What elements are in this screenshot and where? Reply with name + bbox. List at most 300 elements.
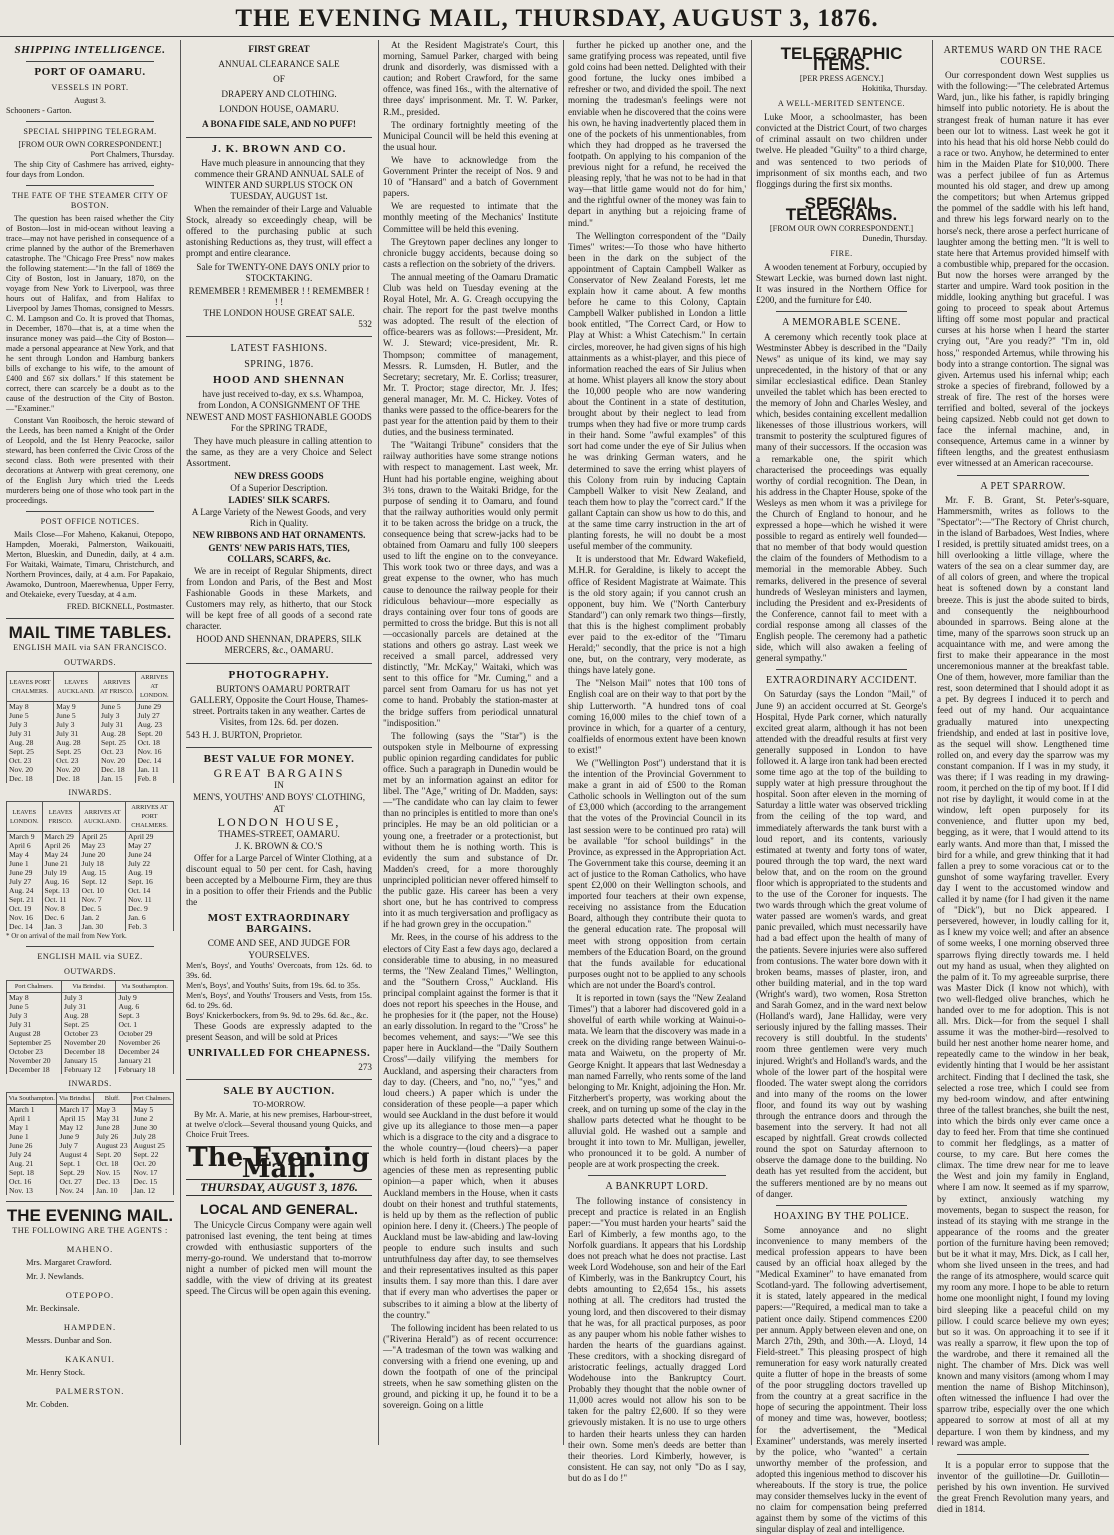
brown-close: THE LONDON HOUSE GREAT SALE. [203, 307, 355, 318]
table-cell: February 18 [116, 1065, 174, 1074]
agent-place: KAKANUI. [65, 1354, 115, 1365]
table-row [7, 747, 174, 756]
auction-sub: TO-MORROW. [252, 1100, 306, 1110]
table-cell: Oct. 1 [116, 1020, 174, 1029]
auction-body: By Mr. A. Marie, at his new premises, Harbour-street, at twelve o'clock—Several thousand young Quicks, and Choice Fruit Trees. [186, 1110, 372, 1140]
table-row [7, 738, 174, 747]
table-header-cell: Via Brindisi. [61, 981, 115, 993]
table-row [7, 1141, 174, 1150]
steamer-heading: THE FATE OF THE STEAMER CITY OF BOSTON. [11, 191, 169, 211]
hood-item: Of a Superior Description. [230, 483, 328, 494]
table-cell: December 24 [116, 1047, 174, 1056]
table-cell: May 5 [131, 1105, 174, 1115]
article-paragraph: The "Nelson Mail" notes that 100 tons of English coal are on their way to that port by the ship Lutterworth. "A hundred tons of coal coming 16,000 miles to the chief town of a province in which, for a quarter of a century, coalfields of enormous extent have been known to exist!" [568, 678, 746, 755]
bargains-line: THAMES-STREET, OAMARU. [218, 828, 340, 839]
table-row [7, 1011, 174, 1020]
table-cell: May 4 [7, 850, 43, 859]
table-cell: Jan. 3 [42, 922, 79, 931]
table-row [7, 841, 174, 850]
brown-body-3: Sale for TWENTY-ONE DAYS ONLY prior to STOCKTAKING. [196, 261, 370, 283]
column-6 [937, 40, 1109, 1515]
local-heading: LOCAL AND GENERAL. [200, 1201, 358, 1218]
shipping-heading: SHIPPING INTELLIGENCE. [14, 44, 166, 56]
table-cell: Aug. 28 [54, 738, 99, 747]
bargains-ad [186, 768, 372, 852]
table-row [7, 1186, 174, 1195]
table-header-cell: ARRIVES AT FRISCO. [99, 672, 136, 702]
artemus-heading: ARTEMUS WARD ON THE RACE COURSE. [943, 45, 1103, 68]
table-cell: Sept. 20 [135, 729, 173, 738]
table-cell: Nov. 20 [99, 756, 136, 765]
table-cell: Oct. 23 [54, 756, 99, 765]
agent-name: Mr. J. Newlands. [26, 1270, 84, 1281]
bargains-line: AT [273, 804, 285, 815]
bargains-line: GREAT BARGAINS [213, 766, 345, 781]
guillotine-body: It is a popular error to suppose that the inventor of the guillotine—Dr. Guillotin—perished by his own invention. He survived the great French Revolution many years, and died in 1814. [937, 1459, 1109, 1515]
column-4 [568, 40, 746, 1483]
table-cell: Nov. 8 [42, 904, 79, 913]
table-cell: July 7 [57, 1141, 94, 1150]
table-cell: May 8 [7, 702, 54, 712]
table-cell: September 25 [7, 1038, 62, 1047]
table-cell: November 20 [7, 1056, 62, 1065]
table-cell: Jan. 11 [135, 765, 173, 774]
table-row [7, 1177, 174, 1186]
table-cell: July 27 [7, 877, 43, 886]
accident-body: On Saturday (says the London "Mail," of June 9) an accident occurred at St. George's Hospital, Hyde Park corner, which naturally excited great alarm, although it has not been attended with the dreadful results at first very generally supposed in London to have followed it. A large iron tank had been erected some time ago at the top of the building to supply water at high pressure throughout the hospital. Soon after eleven in the morning of Saturday a little water was observed trickling from the ceiling of the top ward, and immediately afterwards the tank burst with a loud report, and its contents, variously estimated at twenty and forty tons of water, poured through the top ward, the next ward below that, and on the room on the ground floor which is appropriated to the students and to the use of the Coroner for inquests. The two wards through which the great volume of water passed are women's wards, and great panic prevailed, which must necessarily have had a bad effect upon the health of many of the patients. Severe injuries were also suffered from contusions. The water bore down with it broken beams, masses of plaster, iron, and other building material, and in the top ward (Wright's ward), two women, Rosa Stretton and Sarah Gomez, and in the ward next below (Holland's ward), Jane Halliday, were very seriously injured by the falling masses. Their recovery is still doubtful. In the students' room three gentlemen were very much injured. Wright's and Holland's wards, and the whole of the lower part of the hospital were flooded. The water swept along the corridors and into many of the rooms on the lower floor, and found its way out by washing through the entrance doors and through the basement into the servery. It had not all escaped by nightfall. Great crowds collected round the spot on Saturday afternoon to observe the damage done to the building. No death has yet resulted from the accident, but the sufferers mentioned are by no means out of danger. [756, 689, 928, 1199]
table-cell: April 25 [79, 832, 125, 842]
table-cell: July 26 [94, 1132, 131, 1141]
table-cell: August 23 [94, 1141, 131, 1150]
table-cell: July 24 [7, 1150, 57, 1159]
table-cell: Sept. 1 [57, 1159, 94, 1168]
table-cell: Dec. 18 [7, 774, 54, 783]
table-cell: July 3 [7, 1011, 62, 1020]
table-cell: March 1 [7, 1105, 57, 1115]
table-cell: June 5 [99, 702, 136, 712]
table-row [7, 756, 174, 765]
table-cell: July 3 [54, 720, 99, 729]
table-cell: November 26 [116, 1038, 174, 1047]
table-header-cell: Via Southampton. [116, 981, 174, 993]
table-cell: May 12 [57, 1123, 94, 1132]
table-header-cell: Port Chalmers. [7, 981, 62, 993]
table-cell: Aug. 21 [7, 1159, 57, 1168]
table-row [7, 1056, 174, 1065]
table-cell: June 5 [7, 1002, 62, 1011]
table-cell: Sept. 18 [7, 1168, 57, 1177]
table-cell: May 1 [7, 1123, 57, 1132]
table-cell: June 21 [42, 859, 79, 868]
table-cell: May 8 [7, 993, 62, 1003]
agent-place: OTEPOPO. [65, 1289, 115, 1300]
table-cell: Aug. 19 [125, 868, 173, 877]
table-cell: Aug. 28 [7, 738, 54, 747]
column-5 [756, 40, 928, 1535]
postoffice-body: Mails Close—For Maheno, Kakanui, Otepopo, Hampden, Moeraki, Palmerston, Waikouaiti, Merton, Blueskin, and Dunedin, daily, at 4 a.m. For Waitaki, Waimate, Timaru, Christchurch, and Northern Provinces, daily, at 4 a.m. For Papakaio, Awamoko, Duntroon, Maerewhenua, Upper Ferry, and Otekaieke, every Tuesday, at 4 a.m. [6, 530, 174, 600]
hood-item: NEW RIBBONS AND HAT ORNAMENTS. [192, 530, 366, 541]
table-cell: Aug. 6 [116, 1002, 174, 1011]
mail-heading: MAIL TIME TABLES. [8, 623, 172, 643]
bargains-line: IN [274, 780, 284, 791]
vessels-line: Schooners - Garton. [6, 106, 72, 116]
table-cell: July 31 [54, 729, 99, 738]
table-cell: July 3 [61, 993, 115, 1003]
table-cell: July 18 [79, 859, 125, 868]
artemus-body: Our correspondent down West supplies us with the following:—"The celebrated Artemus Ward, jun., like his father, is rapidly bringing himself into public notoriety. He is about the strangest freak of human nature it has ever been our lot to witness. Last week he got it into his head that his old horse Nebb could do a race or two. Anyhow, he determined to enter him in the Maiden Plate for $10,000. There was a perfect jubilee of fun as Artemus mounted his old stager, and drew up among the competitors; but when Artemus gripped the pommel of the saddle with his left hand, and threw his legs forward nearly on to the horse's neck, there arose a perfect hurricane of laughter among the betting men. "It is well to state here that Artemus provided himself with a combustible whip, prepared for the occasion. But now the horses were arranged by the starter and umpire. Ward took position in the middle, looking anything but graceful. I was going to proceed to speak about Artemus lifting off some most popular and practical curses at his horse when I heard the starter crying out, "Are you ready?" "I'm in, old hoss," responded Artemus, while throwing his body into a strange contortion. The signal was given. Artemus used his infernal whip; each stroke a species of firebrand, followed by a streak of fire. The rest of the horses were terrified and bolted, several of the jockeys being capsized. Nebb could not get down to face the infernal machine, and, in consequence, Artemus came in a winner by fifteen lengths, and the greatest enthusiasm ever witnessed at an American racecourse. [937, 70, 1109, 469]
sf-inwards-table [6, 801, 174, 931]
bargains-body: Offer for a Large Parcel of Winter Clothing, at a discount equal to 50 per cent. for Cash, having been accepted by a Melbourne Firm, they are thus in a position to offer their Friends and the Public the [186, 852, 372, 908]
steamer-body-2: Constant Van Rooibosch, the heroic steward of the Leeds, has been named a Knight of the Order of Leopold, and the Ist Henry Peacocke, sailor steward, has been conferred the Civic Cross of the second class. Both were presented with their decorations at Antwerp with great ceremony, one of the English Jury which tried the Leeds murderers being one of those who took part in the proceedings. [6, 416, 174, 506]
bargains-come: COME AND SEE, AND JUDGE FOR YOURSELVES. [207, 938, 351, 960]
table-cell: April 26 [42, 841, 79, 850]
telegram-body: The ship City of Cashmere has arrived, eighty-four days from London. [6, 160, 174, 180]
article-paragraph: The following incident has been related to us ("Riverina Herald") as of recent occurrence:—"A tradesman of the town was walking and conversing with a friend one evening, up and down the footpath of one of the principal streets, when he saw something glisten on the ground, and picking it up, he found it to be a sovereign. Going on a little [383, 1322, 558, 1411]
table-cell: Oct. 18 [94, 1159, 131, 1168]
sf-note: * Or on arrival of the mail from New York. [6, 932, 127, 941]
table-cell: Aug. 16 [42, 877, 79, 886]
table-cell: June 29 [7, 868, 43, 877]
port-heading: PORT OF OAMARU. [34, 66, 146, 79]
table-row [7, 993, 174, 1003]
table-cell: August 25 [131, 1141, 174, 1150]
postmaster: FRED. BICKNELL, Postmaster. [66, 602, 174, 612]
table-cell: Aug. 23 [135, 720, 173, 729]
table-cell: Sept. 12 [79, 877, 125, 886]
table-row [7, 1065, 174, 1074]
table-cell: Oct. 20 [131, 1159, 174, 1168]
suez-heading: ENGLISH MAIL via SUEZ. [37, 952, 143, 962]
table-cell: May 27 [125, 841, 173, 850]
hood-body-2: They have much pleasure in calling attention to the same, as they are a very Choice and Select Assortment. [186, 435, 372, 468]
table-row [7, 1020, 174, 1029]
article-paragraph: further he picked up another one, and the same gratifying process was repeated, until five gold coins had been netted. Delighted with their good fortune, the lucky ones imbibed a refresher or two, and divided the spoil. The next morning the tradesman's feelings were not enviable when he discovered that the coins were his own, he having inadvertently placed them in one of the pockets of his unmentionables, from which they had dropped as he traversed the footpath. On applying to his companion of the previous night for a refund, he received the pleasing reply, 'that he was not to be had in that way—that little game would not do for him,' and the rightful owner of the money was fain to depart in anything but a rejoicing frame of mind." [568, 40, 746, 228]
bargains-line: LONDON HOUSE, [217, 814, 341, 829]
hoaxing-heading: HOAXING BY THE POLICE. [773, 1210, 910, 1222]
table-cell: Oct. 23 [7, 756, 54, 765]
bargains-most: MOST EXTRAORDINARY BARGAINS. [207, 912, 351, 936]
vessels-date: August 3. [74, 96, 106, 106]
table-row [7, 895, 174, 904]
hood-heading: HOOD AND SHENNAN [212, 374, 346, 387]
table-header-cell: Via Brindisi. [57, 1093, 94, 1105]
evening-mail-heading: THE EVENING MAIL. [6, 1206, 174, 1226]
table-cell: Oct. 11 [42, 895, 79, 904]
telegram-place: Port Chalmers, Thursday. [90, 150, 174, 160]
table-cell: Oct. 18 [135, 738, 173, 747]
bargains-unrivalled: UNRIVALLED FOR CHEAPNESS. [187, 1046, 371, 1059]
table-header-cell: ARRIVES AT PORT CHALMERS. [125, 802, 173, 832]
fire-heading: FIRE. [830, 249, 853, 259]
agent-name: Mr. Henry Stock. [26, 1367, 86, 1378]
table-cell: Jan. 10 [94, 1186, 131, 1195]
local-body: The Unicycle Circus Company were again well patronised last evening, the tent being at times crowded with enthusiastic supporters of the merry-go-round. We understand that to-morrow night a number of picked men will mount the saddle, with the view of driving at its greatest speed. The Circus will be open again this evening. [186, 1219, 372, 1297]
clearance-line: ANNUAL CLEARANCE SALE [218, 59, 340, 70]
table-cell: July 31 [99, 720, 136, 729]
steamer-body: The question has been raised whether the City of Boston—lost in mid-ocean without leaving a trace—may not have perished in consequence of a crime planned by the author of the Bremerhaven catastrophe. The "Chicago Free Press" now makes the following statement:—"In the fall of 1869 the City of Boston, lost in January, 1870, on the voyage from New York to Liverpool, was three hours out of Halifax, and from Halifax to Liverpool by James Thomas, consigned to Messrs. C. M. Lampson and Co. It is proved that Thomas, in December, 1870—that is, at a time when the insurance money was paid—the City of Boston—made a personal appearance at New York, and that he sent through London and Hamburg bankers bills of exchange to his wife, to the amount of £400 and £67 six dollars." If this statement be correct, there can scarcely be a doubt as to the cause of the destruction of the City of Boston.—"Examiner." [6, 214, 174, 414]
fashions-heading: LATEST FASHIONS. [230, 343, 328, 355]
table-cell: Nov. 7 [79, 895, 125, 904]
table-cell: July 3 [7, 720, 54, 729]
table-row [7, 850, 174, 859]
table-cell: Jan. 30 [79, 922, 125, 931]
hood-item: LADIES' SILK SCARFS. [228, 495, 330, 506]
table-row [7, 913, 174, 922]
table-cell: May 9 [54, 702, 99, 712]
masthead-title: THE EVENING MAIL, THURSDAY, AUGUST 3, 1876. [235, 5, 879, 32]
sf-outwards-table [6, 671, 174, 783]
clearance-line: A BONA FIDE SALE, AND NO PUFF! [202, 119, 356, 130]
table-header-cell: Bluff. [94, 1093, 131, 1105]
table-cell: July 9 [116, 993, 174, 1003]
auction-heading: SALE BY AUCTION. [223, 1085, 335, 1098]
table-cell: Nov. 15 [94, 1168, 131, 1177]
article-paragraph: We are requested to intimate that the monthly meeting of the Mechanics' Institute Committee will be held this evening. [383, 201, 558, 234]
article-paragraph: The ordinary fortnightly meeting of the Municipal Council will be held this evening at the usual hour. [383, 119, 558, 152]
article-paragraph: The "Waitangi Tribune" considers that the railway authorities have some strange notions with respect to management. Last week, Mr. Hunt had his portable engine, weighing about 3½ tons, drawn to the Waitaki Bridge, for the purpose of sending it to Oamaru, and found that the railway authorities would only permit it to be taken across the bridge on a truck, the consequence being that screw-jacks had to be obtained from Oamaru and fully 100 sleepers used to lift the engine on to the conveyance. This work took two or three days, and was a great expense to the owner, who has much cause to denounce the railway people for their ridiculous behaviour—more especially as drays containing over four tons of goods are permitted to cross the bridge. But this is not all—occasionally parcels are detained at the stations and others go astray. Last week we received a small parcel, addressed very distinctly, "Mr. McKay," Waitaki, which was sent to this office for "Mr. Cuming," and a parcel sent from Oamaru for us has not yet come to hand. Probably the station-master at the bridge suffers from periodical unnatural "indisposition." [383, 440, 558, 728]
table-cell: Feb. 8 [135, 774, 173, 783]
article-paragraph: The following instance of consistency in precept and practice is related in an English paper:—"You must harden your hearts" said the Earl of Kimberly, a few months ago, to the Norfolk guardians. It appears that his Lordship does not preach what he does not practise. Last week Lord Wodehouse, son and heir of the Earl of Kimberly, was in the Bankruptcy Court, his debts amounting to £2,654 15s., his assets nothing at all. The creditors had trusted the young lord, and then discovered to their dismay that he was, for all practical purposes, as poor as any pauper whom his noble father wishes to harden the hearts of the guardians against. These creditors, with a shocking disregard of aristocratic feelings, actually dragged Lord Wodehouse into the Bankruptcy Court. Probably they thought that the noble owner of 11,000 acres would not allow his son to be taken for the paltry £2,600. If so they were grievously mistaken. It is no use to urge others to harden their hearts unless they can harden their own. Some men's deeds are better than their theories. Lord Kimberly, however, is consistent. He can say, not only "Do as I say, but do as I do !" [568, 1195, 746, 1483]
table-row [7, 1150, 174, 1159]
table-cell: Dec. 5 [79, 904, 125, 913]
table-cell: May 3 [94, 1105, 131, 1115]
table-cell: April 1 [7, 1114, 57, 1123]
table-cell: Aug. 15 [79, 868, 125, 877]
telegram-heading: SPECIAL SHIPPING TELEGRAM. [23, 127, 157, 137]
table-cell: Oct. 23 [99, 747, 136, 756]
newspaper-title: The Evening Mail. [188, 1143, 370, 1185]
table-cell: June 1 [7, 859, 43, 868]
table-cell: Dec. 18 [54, 774, 99, 783]
clearance-sale-ad [186, 44, 372, 131]
table-header-cell: Via Southampton. [7, 1093, 57, 1105]
brown-body: Have much pleasure in announcing that they commence their GRAND ANNUAL SALE of WINTER AND SURPLUS STOCK ON TUESDAY, AUGUST 1st. [194, 157, 365, 201]
table-cell: Dec. 9 [125, 904, 173, 913]
memorable-heading: A MEMORABLE SCENE. [782, 317, 901, 329]
table-cell: July 31 [61, 1002, 115, 1011]
sentence-body: Luke Moor, a schoolmaster, has been convicted at the District Court, of two charges of criminal assault on two children under twelve. He pleaded "Guilty" to a third charge, and was sentenced to two periods of imprisonment of six months each, and two floggings during the first six months. [756, 112, 927, 189]
table-row [7, 1038, 174, 1047]
article-paragraph: Mr. Rees, in the course of his address to the electors of City East a few days ago, declared a considerable time to abusing, in no measured terms, the "New Zealand Times," Wellington, and the "Southern Cross," Auckland. His principal complaint against the former is that it does not report his speeches in the House, and he prophesies for it (the paper, not the House) an early dissolution. In regard to the "Cross" he becomes vehement, and says:—"We see this paper here in Auckland—the "Daily Southern Cross"—daily vilifying the members for Auckland, and aspersing their characters from day to day. (Cheers, and "no, no," "yes," and loud cheers.) A paper which is under the consideration of these people—a paper which would see Auckland in the dust before it would give up its allegiance to those men—a paper which is a disgrace to the city and a disgrace to the whole country—(loud cheers)—a paper which is held forth in distant places by the agencies of these men as representing public opinion—a paper which, when it abuses Auckland members in the House, when it casts doubt on their honest and truthful statements, is held up by them as the reflection of public opinion here. I deny it. (Cheers.) The people of Auckland must be law-abiding and law-loving people to endure such insults and such untruthfulness day after day, to see themselves and their representatives insulted as this paper insults them. I say more than this. I dare aver that if every man who advertises the paper or subscribes to it aiming a blow at the liberty of the country." [383, 932, 558, 1320]
table-cell: July 27 [135, 711, 173, 720]
table-cell: Sept. 16 [125, 877, 173, 886]
article-paragraph: The Greytown paper declines any longer to chronicle buggy accidents, because doing so casts a reflection on the sobriety of the drivers. [383, 236, 558, 269]
table-header-cell: LEAVES LONDON. [7, 802, 43, 832]
table-cell: June 9 [57, 1132, 94, 1141]
table-cell: July 19 [42, 868, 79, 877]
table-row [7, 774, 174, 783]
table-cell: October 29 [116, 1029, 174, 1038]
table-cell: March 9 [7, 832, 43, 842]
table-header-cell: LEAVES FRISCO. [42, 802, 79, 832]
table-row [7, 1114, 174, 1123]
table-cell: December 18 [7, 1065, 62, 1074]
table-row [7, 1159, 174, 1168]
bargains-price: Men's, Boys', and Youths' Overcoats, from 12s. 6d. to 39s. 6d. [186, 960, 372, 980]
table-cell: June 24 [125, 850, 173, 859]
clearance-line: FIRST GREAT [248, 44, 310, 54]
table-cell: Oct. 10 [79, 886, 125, 895]
brown-remember: REMEMBER ! REMEMBER ! ! REMEMBER ! ! ! [188, 285, 370, 307]
table-cell: May 31 [94, 1114, 131, 1123]
sf-outwards-label: OUTWARDS. [63, 658, 117, 668]
telegraphic-sub: [PER PRESS AGENCY.] [799, 74, 884, 84]
agent-name: Mr. Beckinsale. [26, 1302, 80, 1313]
hood-body-3: We are in receipt of Regular Shipments, direct from London and Paris, of the Best and Most Fashionable Goods in these Markets, and Customers may rely, as hitherto, that our Stock will be kept free of all goods of a second rate character. [186, 565, 372, 632]
article-heading: A BANKRUPT LORD. [605, 1181, 709, 1193]
article-paragraph: The Wellington correspondent of the "Daily Times" writes:—To those who have hitherto been in the dark on the subject of the appointment of Captain Campbell Walker as Conservator of New Zealand Forests, let me explain how it came about. A few months before he came to this Colony, Captain Campbell Walker published in London a little book entitled, "The Correct Card, or How to Play at Whist: a Whist Catechism." In certain circles, moreover, he had given signs of his high attainments as a whist-player, and this piece of information reached the ears of Sir Julius when at home. Whist players all know the story about the 10,000 people who are now wandering about the Continent in a state of destitution, brought about by their neglect to lead from trumps when they had five or more trump cards in their hand. Some "awful examples" of this sort had come under the eye of Sir Julius when he was drinking German waters, and he determined to save the erring whist players of this Colony from ruin by inducing Captain Campbell Walker to visit New Zealand, and teach them how to play the "correct card." If the gallant Captain can show us how to do this, and at the same time carry instruction in the art of planting forests, he will no doubt be a most useful member of the community. [568, 230, 746, 552]
hood-item: A Large Variety of the Newest Goods, and very Rich in Quality. [191, 507, 367, 529]
table-header-cell: ARRIVES AT AUCKLAND. [79, 802, 125, 832]
bargains-prices [186, 961, 372, 1021]
special-place: Dunedin, Thursday. [862, 234, 927, 244]
table-header-cell: LEAVES PORT CHALMERS. [7, 672, 54, 702]
telegraphic-place: Hokitika, Thursday. [861, 84, 927, 94]
table-cell: March 29 [42, 832, 79, 842]
table-row [7, 1029, 174, 1038]
table-cell: Sept. 13 [42, 886, 79, 895]
table-cell: Oct. 14 [125, 886, 173, 895]
table-cell: Dec. 14 [135, 756, 173, 765]
table-cell: March 17 [57, 1105, 94, 1115]
article-paragraph: We ("Wellington Post") understand that it is the intention of the Provincial Government to make a grant in aid of £500 to the Roman Catholic schools in Wellington out of the sum of £3,000 which (according to the arrangement that the votes of the Provincial Council in its last session were to be continued pro rata) will be available "for school buildings" in the Province, as expressed in the Appropriation Act. The Government take this course, deeming it an act of justice to the Roman Catholics, who have spent £2,000 on their Wellington schools, and imported four teachers at their own expense, receiving no assistance from the Education Board, although they contribute their quota to the general education rate. The proposal will meet with strong opposition from certain members of the Education Board, on the ground that the funds available for educational purposes ought not to be applied to any schools which are not under the Board's control. [568, 758, 746, 990]
sf-heading: ENGLISH MAIL via SAN FRANCISCO. [13, 643, 167, 653]
table-header-cell: Port Chalmers. [131, 1093, 174, 1105]
table-cell: December 18 [61, 1047, 115, 1056]
table-cell: January 21 [116, 1056, 174, 1065]
table-cell: Nov. 24 [57, 1186, 94, 1195]
table-row [7, 720, 174, 729]
table-cell: Sept. 20 [94, 1150, 131, 1159]
issue-date: THURSDAY, AUGUST 3, 1876. [186, 1179, 372, 1196]
table-cell: Jan. 6 [125, 913, 173, 922]
special-telegrams-heading: SPECIAL TELEGRAMS. [785, 193, 898, 224]
hood-items [186, 471, 372, 565]
table-cell: June 5 [54, 711, 99, 720]
article-paragraph: We have to acknowledge from the Government Printer the receipt of Nos. 9 and 10 of "Hansard" and a batch of Government papers. [383, 154, 558, 199]
agents-list [6, 1244, 174, 1410]
table-cell: Sept. 25 [7, 747, 54, 756]
table-cell: June 26 [7, 1141, 57, 1150]
article-paragraph: The annual meeting of the Oamaru Dramatic Club was held on Tuesday evening at the Royal Hotel, Mr. A. G. Creagh occupying the chair. The report for the past twelve months was adopted. The result of the election of office-bearers was as follows:—President, Mr. W. J. Steward; vice-president, Mr. R. Thompson; committee of management, Messrs. R. Lumsden, H. Butler, and the Secretary; secretary, Mr. E. Corliss; treasurer, Mr. T. Proctor; stage director, Mr. J. Ifes; general manager, Mr. M. C. Hickey. Votes of thanks were passed to the office-bearers for the past year for the attention paid by them to their duties, and the business terminated. [383, 271, 558, 438]
table-cell: April 6 [7, 841, 43, 850]
table-cell: October 23 [7, 1047, 62, 1056]
table-cell: Jan. 15 [99, 774, 136, 783]
table-cell: Aug. 28 [61, 1011, 115, 1020]
agent-name: Mr. Cobden. [26, 1399, 69, 1410]
table-cell: Jan. 2 [79, 913, 125, 922]
table-row [7, 729, 174, 738]
table-cell: Jan. 12 [131, 1186, 174, 1195]
hood-body: have just received to-day, ex s.s. Whampoa, from London, A CONSIGNMENT OF THE NEWEST AND MOST FASHIONABLE GOODS For the SPRING TRADE, [186, 389, 372, 433]
photography-body: BURTON'S OAMARU PORTRAIT GALLERY, Opposite the Court House, Thames-street. Portraits taken in any weather. Cartes de Visites, from 12s. 6d. per dozen. [189, 683, 369, 727]
table-row [7, 1105, 174, 1115]
table-row [7, 765, 174, 774]
table-cell: Feb. 3 [125, 922, 173, 931]
table-row [7, 922, 174, 931]
table-row [7, 859, 174, 868]
table-row [7, 1002, 174, 1011]
table-cell: Oct. 19 [7, 904, 43, 913]
table-cell: June 28 [94, 1123, 131, 1132]
accident-heading: EXTRAORDINARY ACCIDENT. [766, 675, 917, 687]
agent-place: HAMPDEN. [63, 1321, 117, 1332]
agent-name: Mrs. Margaret Crawford. [26, 1257, 112, 1268]
bargains-price: Boys' Knickerbockers, from 9s. 9d. to 29s. 6d. &c., &c. [186, 1010, 369, 1020]
table-cell: Nov. 13 [7, 1186, 57, 1195]
table-row [7, 1047, 174, 1056]
telegraphic-heading: TELEGRAPHIC ITEMS. [780, 44, 903, 75]
table-cell: July 31 [7, 1020, 62, 1029]
table-cell: Dec. 6 [42, 913, 79, 922]
hoaxing-body: Some annoyance and no slight inconvenience to many members of the medical profession appears to have been caused by an official hoax alleged by the "Medical Examiner" to have emanated from Scotland-yard. The following advertisement, it is stated, lately appeared in the medical papers:—"Required, a medical man to take a patient once daily. Stipend commences £200 per annum. Apply between eleven and one, on March 27th, 29th, and 30th.—A. Lloyd, 14 Field-street." This pleasing prospect of high remuneration for easy work naturally created quite a flutter of hope in the breasts of some of the poor struggling doctors travelled up from the country at a great sacrifice in the hope of securing the appointment. Their loss of money and time was, however, bootless; for the advertisement, the "Medical Examiner" understands, was merely inserted by the police, who "wanted" a certain unworthy member of the profession, and adopted this ingenious method to discover his whereabouts. If the story is true, the police may consider themselves lucky in the event of no claim for compensation being preferred against them by some of the victims of this singular display of zeal and intelligence. [756, 1224, 927, 1535]
table-header-cell: ARRIVES AT LONDON. [135, 672, 173, 702]
table-cell: May 23 [79, 841, 125, 850]
table-cell: August 4 [57, 1150, 94, 1159]
article-paragraph: It is reported in town (says the "New Zealand Times") that a laborer had discovered gold in a shovelful of earth while working at Wainui-o-mata. We learn that the discovery was made in a creek on the dividing range between Wainui-o-mata and Waiwetu, on the property of Mr. George Knight. It appears that last Wednesday a man named Farrelly, who rents some of the land belonging to Mr. Knight, adjoining the Hon. Mr. Fitzherbert's property, was working about the creek, and on turning up some of the clay in the shallow parts detected what he thought to be alluvial gold. He washed out a sample and brought it into town to Mr. Mulligan, jeweller, who pronounced it to be gold. A number of people are at work prospecting the creek. [568, 992, 746, 1170]
bargains-price: Men's, Boys', and Youths' Trousers and Vests, from 15s. 6d. to 29s. 6d. [186, 990, 372, 1010]
table-cell: June 30 [131, 1123, 174, 1132]
table-cell: Dec. 18 [99, 765, 136, 774]
table-row [7, 868, 174, 877]
table-cell: Sept. 25 [54, 747, 99, 756]
table-cell: June 5 [7, 711, 54, 720]
table-cell: Sept. 29 [57, 1168, 94, 1177]
sentence-heading: A WELL-MERITED SENTENCE. [777, 99, 906, 109]
agent-place: PALMERSTON. [55, 1386, 125, 1397]
bargains-line: J. K. BROWN & CO.'S [235, 840, 323, 851]
suez-inwards-table [6, 1092, 174, 1195]
memorable-body: A ceremony which recently took place at Westminster Abbey is described in the "Daily News" as unique of its kind, we may say unprecedented, in the history of that or any similar ecclesiastical edifice. Dean Stanley unveiled the tablet which has been erected to the memory of John and Charles Wesley, and which, besides containing excellent medallion likenesses of those illustrious workers, will transmit to posterity the sculptured figures of many of their successors. If the occasion was a remarkable one, the spirit which characterised the proceedings was equally worthy of cordial recognition. The Dean, in his address in the Chapter House, spoke of the Wesleys as men whom it was a privilege for the Church of England to honour, and he expressed a hope—which he wished it were possible to regard as entirely well founded—that no member of that body would question the claim of the founders of Methodism to a memorial in the memorable Abbey. Such remarks, delivered in the presence of several hundreds of Wesleyan ministers and laymen, including the President and ex-Presidents of the Conference, cannot fail to meet with a cordial response among all classes of the English people. The ceremony had a pathetic side, which will also awaken a feeling of general sympathy." [756, 331, 927, 664]
table-cell: Nov. 20 [54, 765, 99, 774]
table-cell: Sept. 25 [61, 1020, 115, 1029]
vessels-heading: VESSELS IN PORT. [51, 83, 129, 93]
table-cell: November 20 [61, 1038, 115, 1047]
table-cell: July 22 [125, 859, 173, 868]
table-cell: Dec. 14 [7, 922, 43, 931]
table-row [7, 832, 174, 842]
suez-outwards-table [6, 980, 174, 1074]
table-cell: July 28 [131, 1132, 174, 1141]
clearance-line: LONDON HOUSE, OAMARU. [219, 104, 339, 115]
fire-body: A wooden tenement at Forbury, occupied by Stewart Leckie, was burned down last night. It was insured in the Northern Office for £200, and the furniture for £40. [756, 262, 927, 306]
table-cell: Sept. 25 [99, 738, 136, 747]
table-row [7, 702, 174, 712]
suez-inwards-label: INWARDS. [68, 1079, 112, 1089]
photography-signature: 543 H. J. BURTON, Proprietor. [186, 729, 303, 740]
table-header-cell: LEAVES AUCKLAND. [54, 672, 99, 702]
postoffice-heading: POST OFFICE NOTICES. [40, 517, 140, 527]
table-cell: Dec. 13 [94, 1177, 131, 1186]
table-row [7, 711, 174, 720]
brown-body-2: When the remainder of their Large and Valuable Stock, already so exceedingly cheap, will be offered to the purchasing public at such astonishing Reductions as, they trust, will effect a prompt and entire clearance. [186, 204, 372, 259]
bargains-price: Men's, Boys', and Youths' Suits, from 19s. 6d. to 35s. [186, 980, 361, 990]
table-cell: June 29 [135, 702, 173, 712]
clearance-line: OF [273, 74, 285, 85]
table-cell: Nov. 11 [125, 895, 173, 904]
masthead [0, 0, 1114, 37]
telegram-sub: [FROM OUR OWN CORRESPONDENT.] [18, 140, 162, 150]
agents-heading: THE FOLLOWING ARE THE AGENTS : [12, 1226, 168, 1236]
table-cell: August 28 [7, 1029, 62, 1038]
photography-heading: PHOTOGRAPHY. [228, 668, 330, 681]
clearance-line: DRAPERY AND CLOTHING. [221, 89, 337, 100]
brown-heading: J. K. BROWN AND CO. [211, 142, 347, 155]
article-paragraph: At the Resident Magistrate's Court, this morning, Samuel Parker, charged with being drunk and disorderly, was dismissed with a caution; and Robert Crawford, for the same offence, was fined 16s., with the alternative of three days' imprisonment. Mr. T. W. Parker, R.M., presided. [383, 40, 558, 117]
table-cell: Sept. 3 [116, 1011, 174, 1020]
table-row [7, 1123, 174, 1132]
table-cell: June 2 [131, 1114, 174, 1123]
